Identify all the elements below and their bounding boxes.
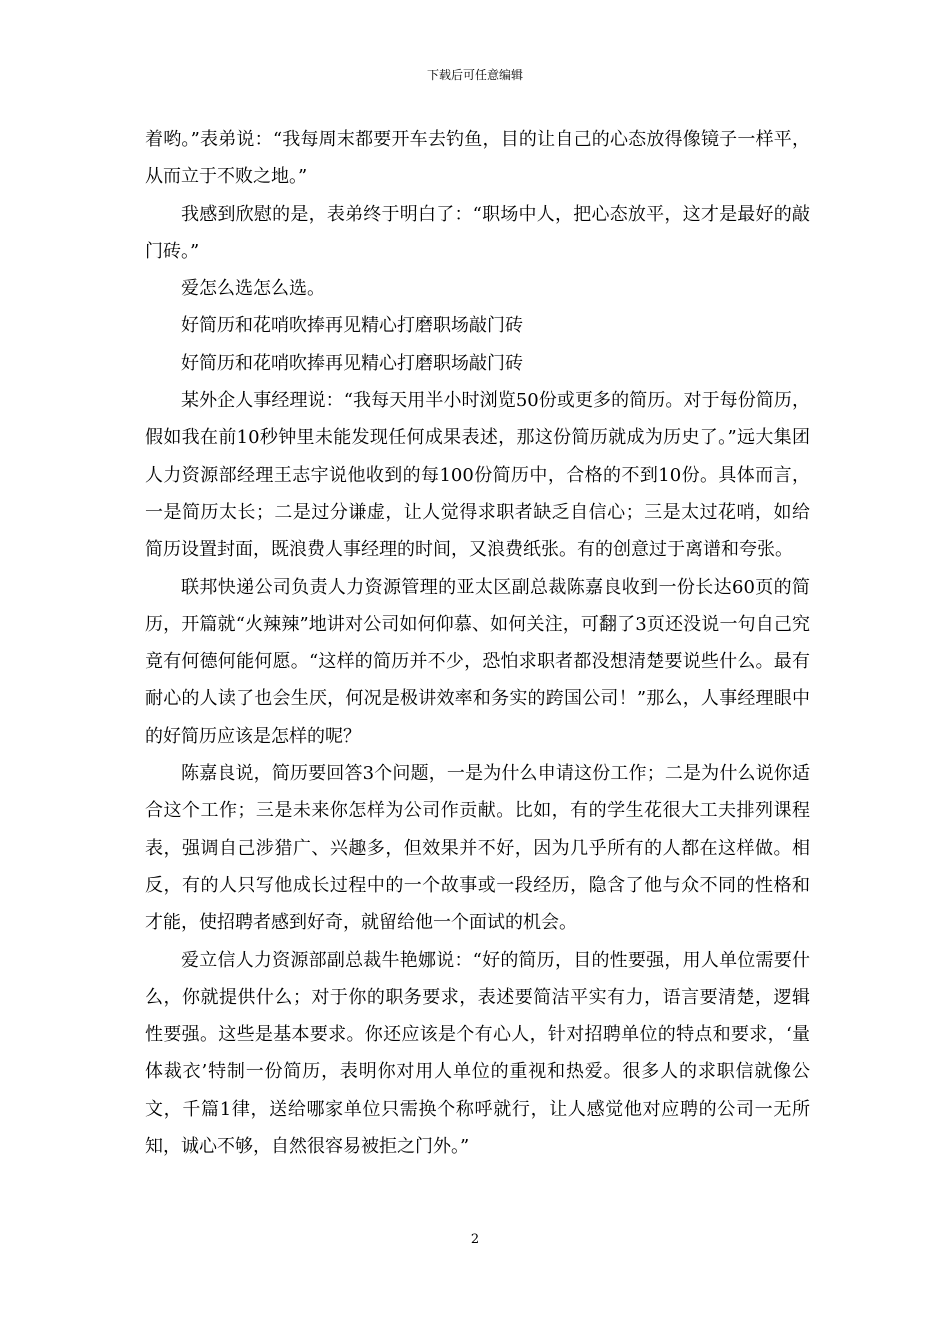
section-title: 好简历和花哨吹捧再见精心打磨职场敲门砖 <box>181 315 523 337</box>
paragraph-continuation: 着哟。”表弟说：“我每周末都要开车去钓鱼，目的让自己的心态放得像镜子一样平，从而立于不败之地。” <box>145 129 810 188</box>
section-title: 好简历和花哨吹捧再见精心打磨职场敲门砖 <box>181 352 523 374</box>
paragraph: 爱立信人力资源部副总裁牛艳娜说：“好的简历，目的性要强，用人单位需要什么，你就提供什么；对于你的职务要求，表述要简洁平实有力，语言要清楚，逻辑性要强。这些是基本要求。你还应该是个有心人，针对招聘单位的特点和要求，‘量体裁衣’特制一份简历，表明你对用人单位的重视和热爱。很多人的求职信就像公文，千篇1律，送给哪家单位只需换个称呼就行，让人感觉他对应聘的公司一无所知，诚心不够，自然很容易被拒之门外。” <box>145 949 810 1158</box>
paragraph: 某外企人事经理说：“我每天用半小时浏览50份或更多的简历。对于每份简历，假如我在前10秒钟里未能发现任何成果表述，那这份简历就成为历史了。”远大集团人力资源部经理王志宇说他收到的每100份简历中，合格的不到10份。具体而言，一是简历太长；二是过分谦虚，让人觉得求职者缺乏自信心；三是太过花哨，如给简历设置封面，既浪费人事经理的时间，又浪费纸张。有的创意过于离谱和夸张。 <box>145 390 810 561</box>
page-number: 2 <box>470 1232 480 1247</box>
document-body <box>145 121 810 1165</box>
paragraph: 联邦快递公司负责人力资源管理的亚太区副总裁陈嘉良收到一份长达60页的简历，开篇就“火辣辣”地讲对公司如何仰慕、如何关注，可翻了3页还没说一句自己究竟有何德何能何愿。“这样的简历并不少，恐怕求职者都没想清楚要说些什么。最有耐心的人读了也会生厌，何况是极讲效率和务实的跨国公司！”那么，人事经理眼中的好简历应该是怎样的呢？ <box>145 576 810 747</box>
paragraph: 陈嘉良说，简历要回答3个问题，一是为什么申请这份工作；二是为什么说你适合这个工作；三是未来你怎样为公司作贡献。比如，有的学生花很大工夫排列课程表，强调自己涉猎广、兴趣多，但效果并不好，因为几乎所有的人都在这样做。相反，有的人只写他成长过程中的一个故事或一段经历，隐含了他与众不同的性格和才能，使招聘者感到好奇，就留给他一个面试的机会。 <box>145 763 810 934</box>
paragraph: 我感到欣慰的是，表弟终于明白了：“职场中人，把心态放平，这才是最好的敲门砖。” <box>145 203 810 262</box>
page-header: 下载后可任意编辑 <box>426 68 523 82</box>
paragraph: 爱怎么选怎么选。 <box>181 278 325 300</box>
